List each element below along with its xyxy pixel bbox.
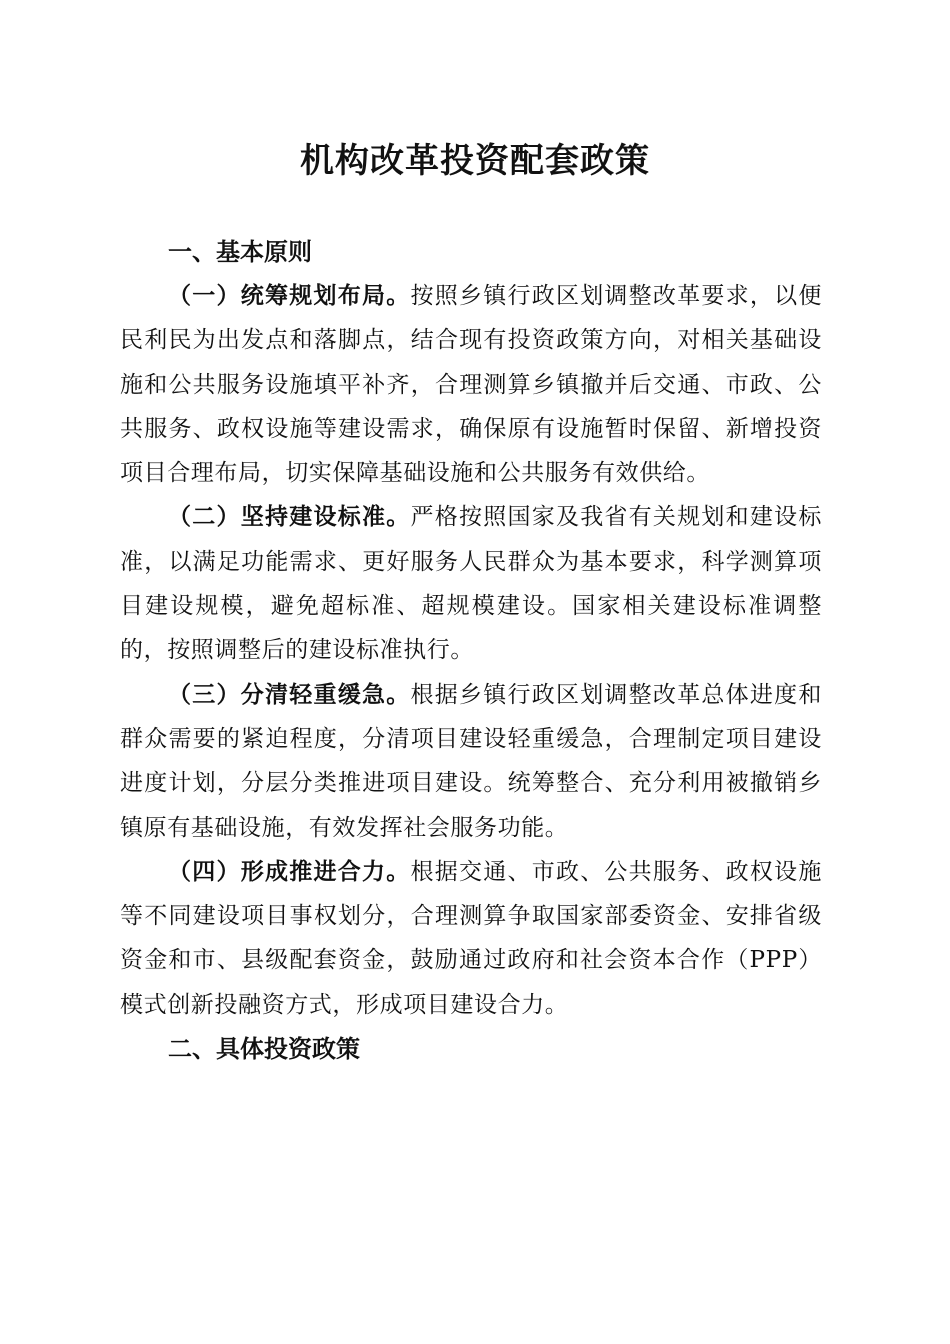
paragraph-lead: （一）统筹规划布局。 (168, 283, 411, 309)
paragraph-body: 严格按照国家及我省有关规划和建设标准，以满足功能需求、更好服务人民群众为基本要求，科学测算项目建设规模，避免超标准、超规模建设。国家相关建设标准调整的，按照调整后的建设标准执行。 (120, 504, 823, 664)
paragraph-joint-effort (120, 850, 822, 1027)
section-heading-investment-policies: 二、具体投资政策 (168, 1035, 360, 1064)
paragraph-lead: （二）坚持建设标准。 (168, 504, 411, 531)
paragraph-body: 根据乡镇行政区划调整改革总体进度和群众需要的紧迫程度，分清项目建设轻重缓急，合理制定项目建设进度计划，分层分类推进项目建设。统筹整合、充分利用被撤销乡镇原有基础设施，有效发挥社会服务功能。 (120, 681, 823, 841)
paragraph-priorities (120, 673, 822, 850)
document-title: 机构改革投资配套政策 (300, 141, 650, 181)
paragraph-lead: （三）分清轻重缓急。 (168, 681, 411, 708)
document-body (120, 230, 822, 1071)
paragraph-overall-planning (120, 274, 822, 495)
paragraph-lead: （四）形成推进合力。 (168, 858, 411, 885)
paragraph-body: 根据交通、市政、公共服务、政权设施等不同建设项目事权划分，合理测算争取国家部委资金、安排省级资金和市、县级配套资金，鼓励通过政府和社会资本合作（PPP）模式创新投融资方式，形成项目建设合力。 (120, 858, 823, 1018)
section-heading-basic-principles: 一、基本原则 (168, 238, 312, 266)
paragraph-construction-standards (120, 495, 822, 672)
paragraph-body: 按照乡镇行政区划调整改革要求，以便民利民为出发点和落脚点，结合现有投资政策方向，对相关基础设施和公共服务设施填平补齐，合理测算乡镇撤并后交通、市政、公共服务、政权设施等建设需求，确保原有设施暂时保留、新增投资项目合理布局，切实保障基础设施和公共服务有效供给。 (120, 283, 823, 487)
